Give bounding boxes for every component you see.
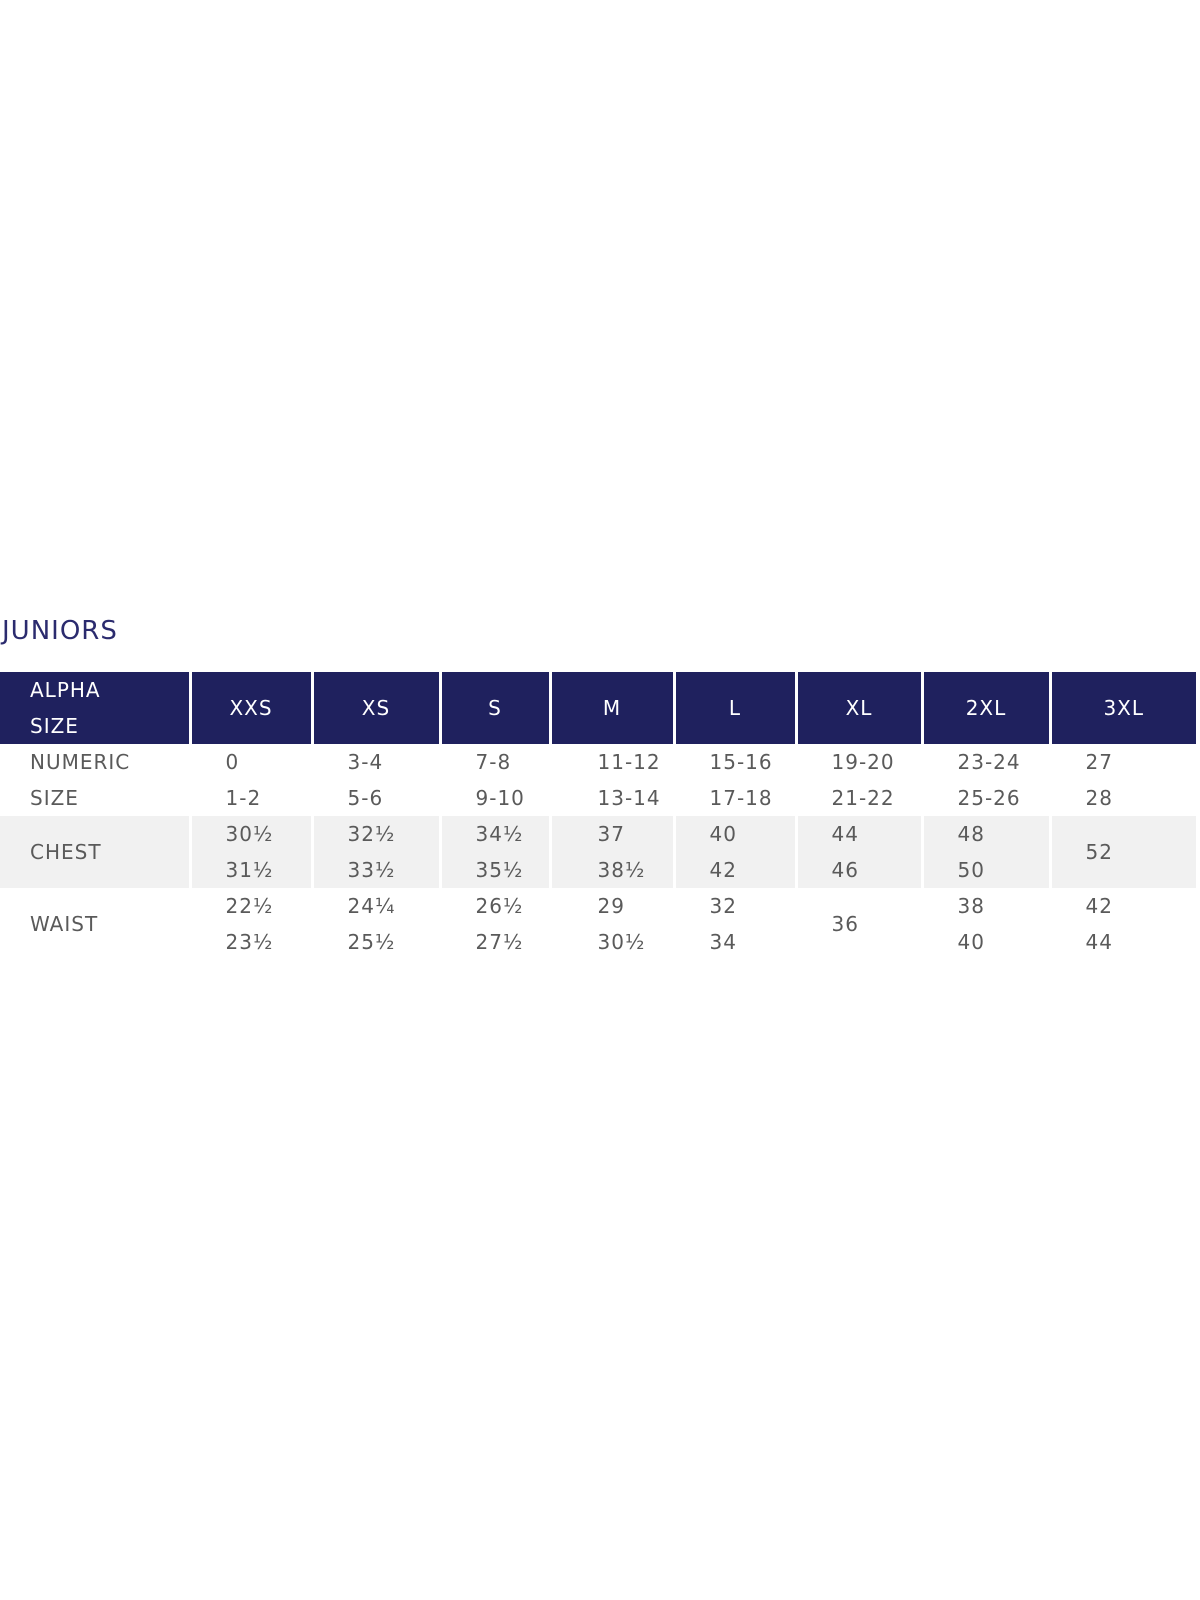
table-cell <box>796 816 922 888</box>
row-label <box>0 744 190 816</box>
cell-value: 19-20 <box>831 750 895 774</box>
cell-value: 42 <box>1085 894 1113 918</box>
table-cell <box>922 744 1050 816</box>
cell-value: 36 <box>831 912 859 936</box>
table-cell <box>550 888 674 960</box>
table-cell <box>190 888 312 960</box>
header-row <box>0 672 1196 744</box>
table-cell <box>1050 816 1196 888</box>
cell-value: 38½ <box>597 858 646 882</box>
table-cell <box>1050 888 1196 960</box>
cell-value: 32½ <box>347 822 396 846</box>
column-header: XXS <box>190 672 312 744</box>
cell-value: 15-16 <box>709 750 773 774</box>
cell-value: 44 <box>1085 930 1113 954</box>
cell-value: 42 <box>709 858 737 882</box>
header-label-cell <box>0 672 190 744</box>
column-header: XL <box>796 672 922 744</box>
table-cell <box>1050 744 1196 816</box>
cell-value: 13-14 <box>597 786 661 810</box>
table-cell <box>440 888 550 960</box>
cell-value: 29 <box>597 894 625 918</box>
cell-value: 23½ <box>225 930 274 954</box>
cell-value: 9-10 <box>475 786 525 810</box>
row-label-line: SIZE <box>30 786 79 810</box>
cell-value: 27½ <box>475 930 524 954</box>
row-label-line: WAIST <box>30 912 99 936</box>
section-title: JUNIORS <box>2 616 118 646</box>
table-cell <box>550 816 674 888</box>
cell-value: 30½ <box>225 822 274 846</box>
cell-value: 1-2 <box>225 786 262 810</box>
cell-value: 26½ <box>475 894 524 918</box>
row-label-line: NUMERIC <box>30 750 131 774</box>
cell-value: 34½ <box>475 822 524 846</box>
cell-value: 37 <box>597 822 625 846</box>
cell-value: 48 <box>957 822 985 846</box>
table-cell <box>312 816 440 888</box>
cell-value: 25-26 <box>957 786 1021 810</box>
cell-value: 33½ <box>347 858 396 882</box>
table-cell <box>796 888 922 960</box>
table-cell <box>922 888 1050 960</box>
table-row <box>0 888 1196 960</box>
cell-value: 31½ <box>225 858 274 882</box>
cell-value: 5-6 <box>347 786 384 810</box>
column-header: S <box>440 672 550 744</box>
cell-value: 17-18 <box>709 786 773 810</box>
table-row <box>0 744 1196 816</box>
column-header: M <box>550 672 674 744</box>
header-label-line: ALPHA <box>30 678 101 702</box>
table-cell <box>190 744 312 816</box>
cell-value: 21-22 <box>831 786 895 810</box>
cell-value: 22½ <box>225 894 274 918</box>
cell-value: 32 <box>709 894 737 918</box>
cell-value: 44 <box>831 822 859 846</box>
cell-value: 0 <box>225 750 240 774</box>
table-cell <box>312 744 440 816</box>
cell-value: 7-8 <box>475 750 512 774</box>
table-header <box>0 672 1196 744</box>
size-chart-table <box>0 672 1196 960</box>
cell-value: 3-4 <box>347 750 384 774</box>
table-cell <box>440 744 550 816</box>
cell-value: 40 <box>709 822 737 846</box>
table-cell <box>550 744 674 816</box>
cell-value: 40 <box>957 930 985 954</box>
table-body <box>0 744 1196 960</box>
cell-value: 24¼ <box>347 894 396 918</box>
cell-value: 50 <box>957 858 985 882</box>
table-cell <box>796 744 922 816</box>
table-cell <box>190 816 312 888</box>
cell-value: 27 <box>1085 750 1113 774</box>
row-label-line: CHEST <box>30 840 102 864</box>
row-label <box>0 888 190 960</box>
cell-value: 23-24 <box>957 750 1021 774</box>
cell-value: 46 <box>831 858 859 882</box>
row-label <box>0 816 190 888</box>
cell-value: 34 <box>709 930 737 954</box>
cell-value: 11-12 <box>597 750 661 774</box>
cell-value: 35½ <box>475 858 524 882</box>
cell-value: 38 <box>957 894 985 918</box>
cell-value: 25½ <box>347 930 396 954</box>
table-cell <box>922 816 1050 888</box>
cell-value: 28 <box>1085 786 1113 810</box>
cell-value: 52 <box>1085 840 1113 864</box>
header-label-line: SIZE <box>30 714 79 738</box>
table-cell <box>312 888 440 960</box>
cell-value: 30½ <box>597 930 646 954</box>
column-header: L <box>674 672 796 744</box>
table-cell <box>674 744 796 816</box>
table-cell <box>674 816 796 888</box>
column-header: XS <box>312 672 440 744</box>
column-header: 3XL <box>1050 672 1196 744</box>
table-cell <box>674 888 796 960</box>
table-cell <box>440 816 550 888</box>
table-row <box>0 816 1196 888</box>
column-header: 2XL <box>922 672 1050 744</box>
